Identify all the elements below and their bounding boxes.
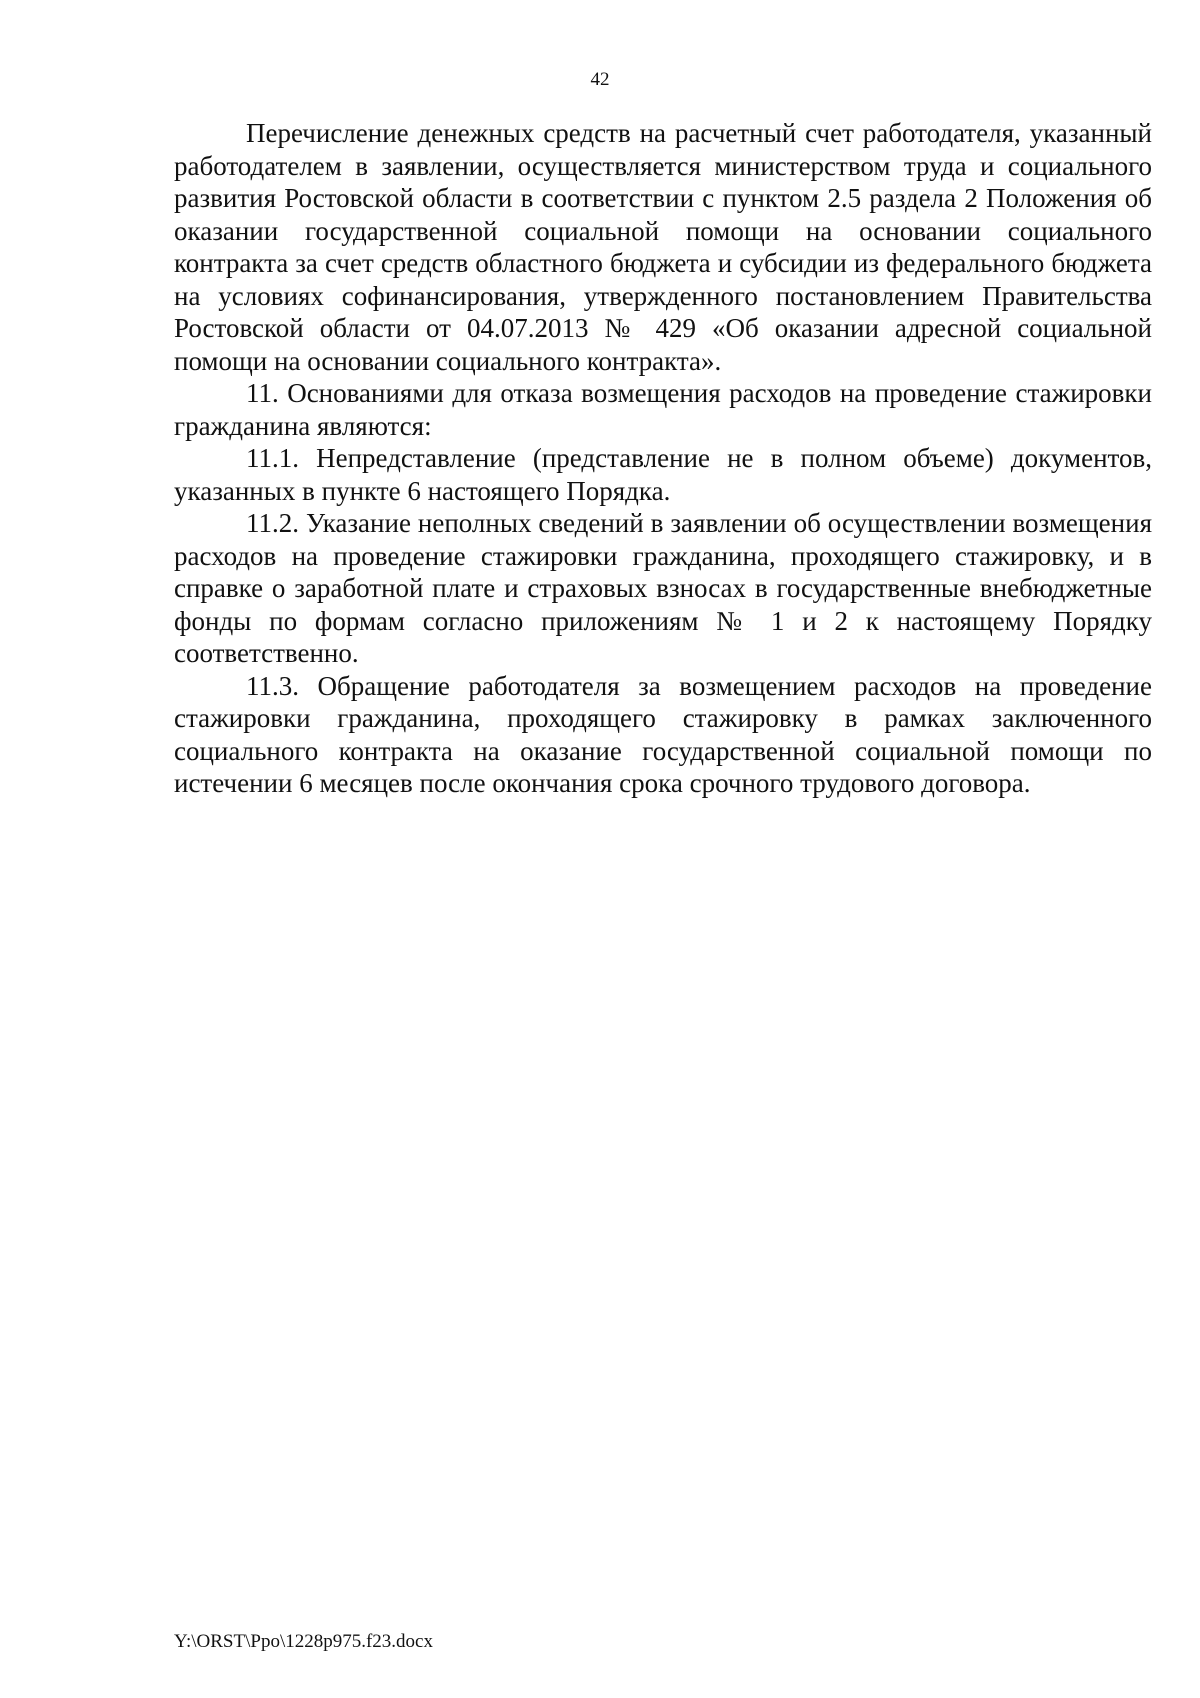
paragraph-refusal-grounds: 11. Основаниями для отказа возмещения расходов на проведение стажировки гражданина являются: bbox=[174, 378, 1152, 441]
footer-file-path: Y:\ORST\Ppo\1228p975.f23.docx bbox=[174, 1631, 433, 1652]
paragraph-item-11-3: 11.3. Обращение работодателя за возмещением расходов на проведение стажировки гражданина, проходящего стажировку в рамках заключенного социального контракта на оказание государственной социальной помощи по истечении 6 месяцев после окончания срока срочного трудового договора. bbox=[174, 670, 1152, 798]
page-number: 42 bbox=[590, 69, 610, 90]
paragraph-payment-transfer: Перечисление денежных средств на расчетный счет работодателя, указанный работодателем в заявлении, осуществляется министерством труда и социального развития Ростовской области в соответствии с пунктом 2.5 раздела 2 Положения об оказании государственной социальной помощи на основании социального контракта за счет средств областного бюджета и субсидии из федерального бюджета на условиях софинансирования, утвержденного постановлением Правительства Ростовской области от 04.07.2013 № 429 «Об оказании адресной социальной помощи на основании социального контракта». bbox=[174, 118, 1152, 376]
paragraph-item-11-2: 11.2. Указание неполных сведений в заявлении об осуществлении возмещения расходов на проведение стажировки гражданина, проходящего стажировку, и в справке о заработной плате и страховых взносах в государственные внебюджетные фонды по формам согласно приложениям № 1 и 2 к настоящему Порядку соответственно. bbox=[174, 508, 1152, 668]
document-body bbox=[174, 117, 1152, 800]
paragraph-item-11-1: 11.1. Непредставление (представление не в полном объеме) документов, указанных в пункте 6 настоящего Порядка. bbox=[174, 443, 1152, 506]
